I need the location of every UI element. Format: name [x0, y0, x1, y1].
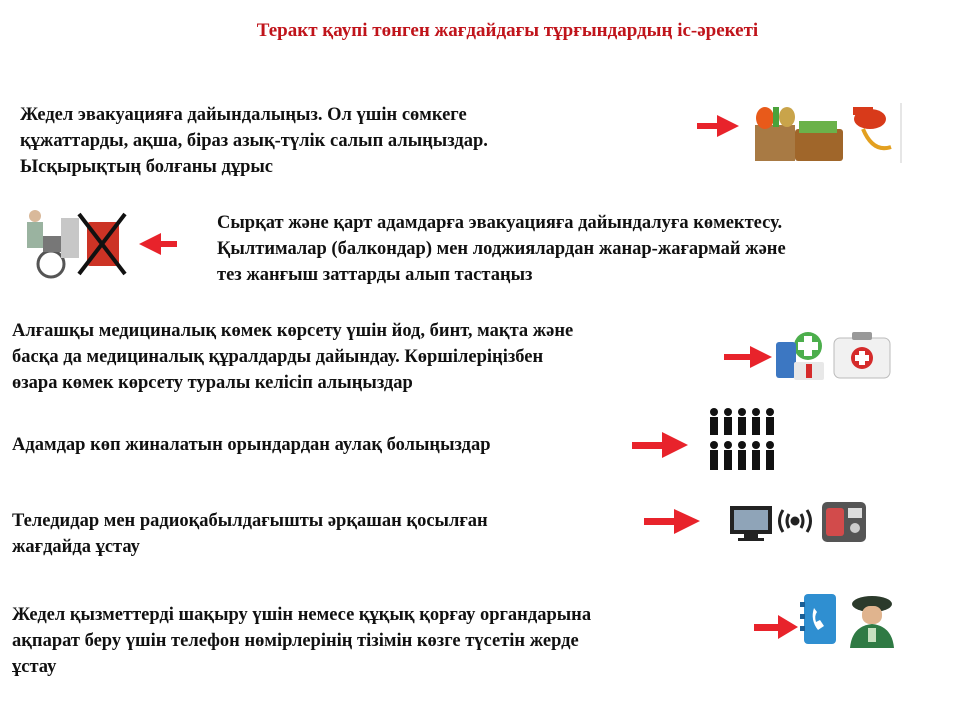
- item-first-aid-text: [12, 318, 573, 396]
- arrow-right-icon: [754, 615, 798, 639]
- signal-icon: [780, 510, 811, 532]
- text-line: Сырқат және қарт адамдарға эвакуацияға дайындалуға көмектесу.: [217, 213, 783, 233]
- text-line: Ысқырықтың болғаны дұрыс: [20, 157, 274, 177]
- first-aid-kit-icon: [834, 332, 890, 378]
- item-avoid-crowds-text: [12, 432, 491, 458]
- item-elderly-fuel-icons: [15, 208, 180, 280]
- item-evacuation-bag-icons: [695, 103, 905, 165]
- text-line: ақпарат беру үшін телефон нөмірлерінің тізімін көзге түсетін жерде: [12, 631, 579, 651]
- text-line: Қылтималар (балкондар) мен лоджиялардан жанар-жағармай және: [217, 239, 786, 259]
- text-line: Теледидар мен радиоқабылдағышты әрқашан қосылған: [12, 511, 488, 531]
- tv-icon: [730, 506, 772, 541]
- item-tv-radio-text: [12, 508, 488, 560]
- whistle-icon: [853, 103, 902, 163]
- medicine-icon: [776, 332, 824, 380]
- arrow-right-icon: [644, 509, 700, 534]
- arrow-right-icon: [697, 115, 739, 137]
- item-avoid-crowds-icons: [630, 404, 780, 476]
- text-line: тез жанғыш заттарды алып тастаңыз: [217, 265, 533, 285]
- slide-title: Теракт қаупі төнген жағдайдағы тұрғындардың іс-әрекеті: [256, 20, 759, 41]
- text-line: жағдайда ұстау: [12, 537, 140, 557]
- arrow-left-icon: [139, 233, 177, 255]
- phonebook-icon: [800, 594, 836, 644]
- text-line: Жедел эвакуацияға дайындалыңыз. Ол үшін сөмкеге: [20, 105, 467, 125]
- text-line: құжаттарды, ақша, біраз азық-түлік салып алыңыздар.: [20, 131, 488, 151]
- text-line: Жедел қызметтерді шақыру үшін немесе құқық қорғау органдарына: [12, 605, 592, 625]
- text-line: Адамдар көп жиналатын орындардан аулақ болыңыздар: [12, 435, 491, 455]
- crowd-icon: [710, 408, 774, 470]
- grocery-bag-icon: [755, 107, 795, 161]
- arrow-right-icon: [724, 346, 772, 368]
- wheelchair-person-icon: [27, 210, 79, 277]
- text-line: Алғашқы медициналық көмек көрсету үшін йод, бинт, мақта және: [12, 321, 574, 341]
- text-line: өзара көмек көрсету туралы келісіп алыңыздар: [12, 373, 413, 393]
- item-first-aid-icons: [720, 328, 895, 384]
- arrow-right-icon: [632, 432, 688, 458]
- radio-icon: [822, 502, 866, 542]
- text-line: басқа да медициналық құралдарды дайындау. Көршілеріңізбен: [12, 347, 544, 367]
- item-tv-radio-icons: [640, 496, 870, 548]
- text-line: ұстау: [12, 657, 57, 677]
- item-phone-list-icons: [750, 590, 900, 650]
- police-officer-icon: [850, 596, 894, 648]
- item-phone-list-text: [12, 602, 591, 680]
- fuel-can-crossed-icon: [79, 214, 125, 274]
- item-evacuation-bag-text: [20, 102, 488, 180]
- item-elderly-fuel-text: [217, 210, 786, 288]
- wallet-icon: [795, 121, 843, 161]
